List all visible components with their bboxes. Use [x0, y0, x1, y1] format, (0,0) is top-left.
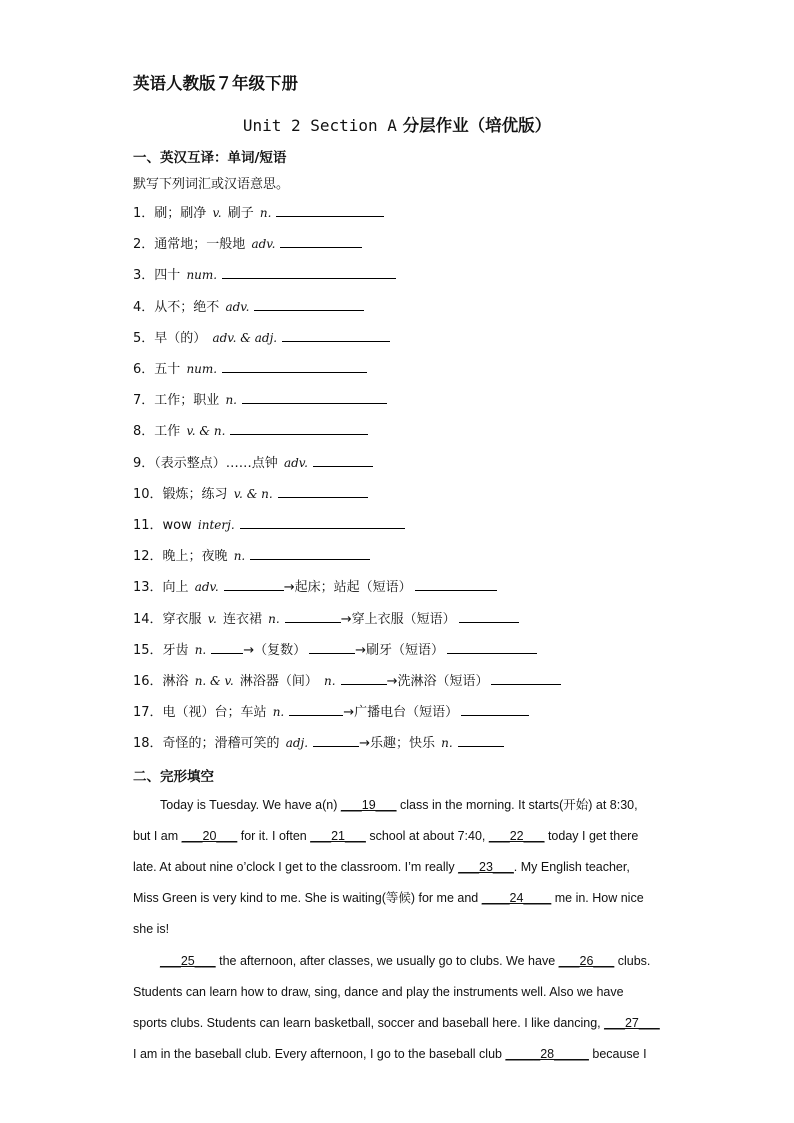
- document-title: 英语人教版７年级下册: [133, 74, 298, 93]
- vocab-item-18: 18．奇怪的；滑稽可笑的 adj. →乐趣；快乐 n.: [133, 733, 504, 753]
- answer-blank[interactable]: [415, 577, 497, 591]
- answer-blank[interactable]: [224, 577, 284, 591]
- vocab-item-1: 1．刷；刷净 v. 刷子 n.: [133, 203, 384, 223]
- answer-blank[interactable]: [254, 297, 364, 311]
- vocab-item-6: 6．五十 num.: [133, 359, 367, 379]
- vocab-item-14: 14．穿衣服 v. 连衣裙 n. →穿上衣服（短语）: [133, 609, 519, 629]
- answer-blank[interactable]: [285, 609, 341, 623]
- cloze-blank-23[interactable]: ___23___: [458, 860, 514, 874]
- answer-blank[interactable]: [211, 640, 243, 654]
- answer-blank[interactable]: [282, 328, 390, 342]
- cloze-blank-24[interactable]: ____24____: [481, 891, 552, 905]
- cloze-line: Students can learn how to draw, sing, dance and play the instruments well. Also we have: [133, 985, 624, 999]
- vocab-item-17: 17．电（视）台；车站 n. →广播电台（短语）: [133, 702, 529, 722]
- cloze-line: late. At about nine o’clock I get to the classroom. I’m really ___23___. My English teacher,: [133, 860, 630, 874]
- answer-blank[interactable]: [458, 733, 504, 747]
- vocab-item-10: 10．锻炼；练习 v. & n.: [133, 484, 368, 504]
- vocab-item-3: 3．四十 num.: [133, 265, 396, 285]
- cloze-blank-20[interactable]: ___20___: [181, 829, 238, 843]
- answer-blank[interactable]: [289, 702, 343, 716]
- cloze-line: I am in the baseball club. Every afternoon, I go to the baseball club _____28_____ because I: [133, 1047, 647, 1061]
- document-subtitle: [0, 112, 794, 136]
- subtitle-unit: Unit 2 Section A: [242, 116, 397, 135]
- vocab-item-13: 13．向上 adv. →起床；站起（短语）: [133, 577, 497, 597]
- section-heading-cloze: 二、完形填空: [133, 769, 214, 785]
- instruction-text: 默写下列词汇或汉语意思。: [133, 177, 290, 192]
- answer-blank[interactable]: [309, 640, 355, 654]
- cloze-blank-21[interactable]: ___21___: [310, 829, 366, 843]
- answer-blank[interactable]: [461, 702, 529, 716]
- cloze-line: sports clubs. Students can learn basketball, soccer and baseball here. I like dancing, ___27___: [133, 1016, 660, 1030]
- answer-blank[interactable]: [313, 453, 373, 467]
- answer-blank[interactable]: [240, 515, 405, 529]
- answer-blank[interactable]: [250, 546, 370, 560]
- answer-blank[interactable]: [278, 484, 368, 498]
- section-heading-translation: 一、英汉互译：单词/短语: [133, 150, 287, 166]
- cloze-blank-26[interactable]: ___26___: [558, 954, 615, 968]
- vocab-item-8: 8．工作 v. & n.: [133, 421, 368, 441]
- vocab-item-4: 4．从不；绝不 adv.: [133, 297, 364, 317]
- answer-blank[interactable]: [313, 733, 359, 747]
- vocab-item-15: 15．牙齿 n. →（复数） →刷牙（短语）: [133, 640, 537, 660]
- cloze-line: ___25___ the afternoon, after classes, we usually go to clubs. We have ___26___ clubs.: [160, 954, 651, 968]
- vocab-item-5: 5．早（的） adv. & adj.: [133, 328, 390, 348]
- vocab-item-16: 16．淋浴 n. & v. 淋浴器（间） n. →洗淋浴（短语）: [133, 671, 561, 691]
- answer-blank[interactable]: [280, 234, 362, 248]
- cloze-blank-22[interactable]: ___22___: [488, 829, 545, 843]
- vocab-item-9: 9．（表示整点）……点钟 adv.: [133, 453, 373, 473]
- answer-blank[interactable]: [447, 640, 537, 654]
- answer-blank[interactable]: [222, 265, 396, 279]
- answer-blank[interactable]: [242, 390, 387, 404]
- cloze-line: but I am ___20___ for it. I often ___21___ school at about 7:40, ___22___ today I get there: [133, 829, 639, 843]
- answer-blank[interactable]: [276, 203, 384, 217]
- vocab-item-2: 2．通常地；一般地 adv.: [133, 234, 362, 254]
- cloze-line: Miss Green is very kind to me. She is waiting(等候) for me and ____24____ me in. How nice: [133, 891, 644, 905]
- answer-blank[interactable]: [491, 671, 561, 685]
- cloze-blank-19[interactable]: ___19___: [340, 798, 397, 812]
- vocab-item-11: 11．wow interj.: [133, 515, 405, 535]
- cloze-blank-27[interactable]: ___27___: [604, 1016, 660, 1030]
- cloze-line: Today is Tuesday. We have a(n) ___19___ class in the morning. It starts(开始) at 8:30,: [160, 798, 638, 812]
- answer-blank[interactable]: [222, 359, 367, 373]
- cloze-blank-28[interactable]: _____28_____: [505, 1047, 589, 1061]
- answer-blank[interactable]: [230, 421, 368, 435]
- cloze-line: she is!: [133, 922, 170, 936]
- subtitle-label: 分层作业（培优版）: [396, 116, 552, 135]
- vocab-item-12: 12．晚上；夜晚 n.: [133, 546, 370, 566]
- answer-blank[interactable]: [341, 671, 387, 685]
- cloze-blank-25[interactable]: ___25___: [160, 954, 216, 968]
- vocab-item-7: 7．工作；职业 n.: [133, 390, 387, 410]
- answer-blank[interactable]: [459, 609, 519, 623]
